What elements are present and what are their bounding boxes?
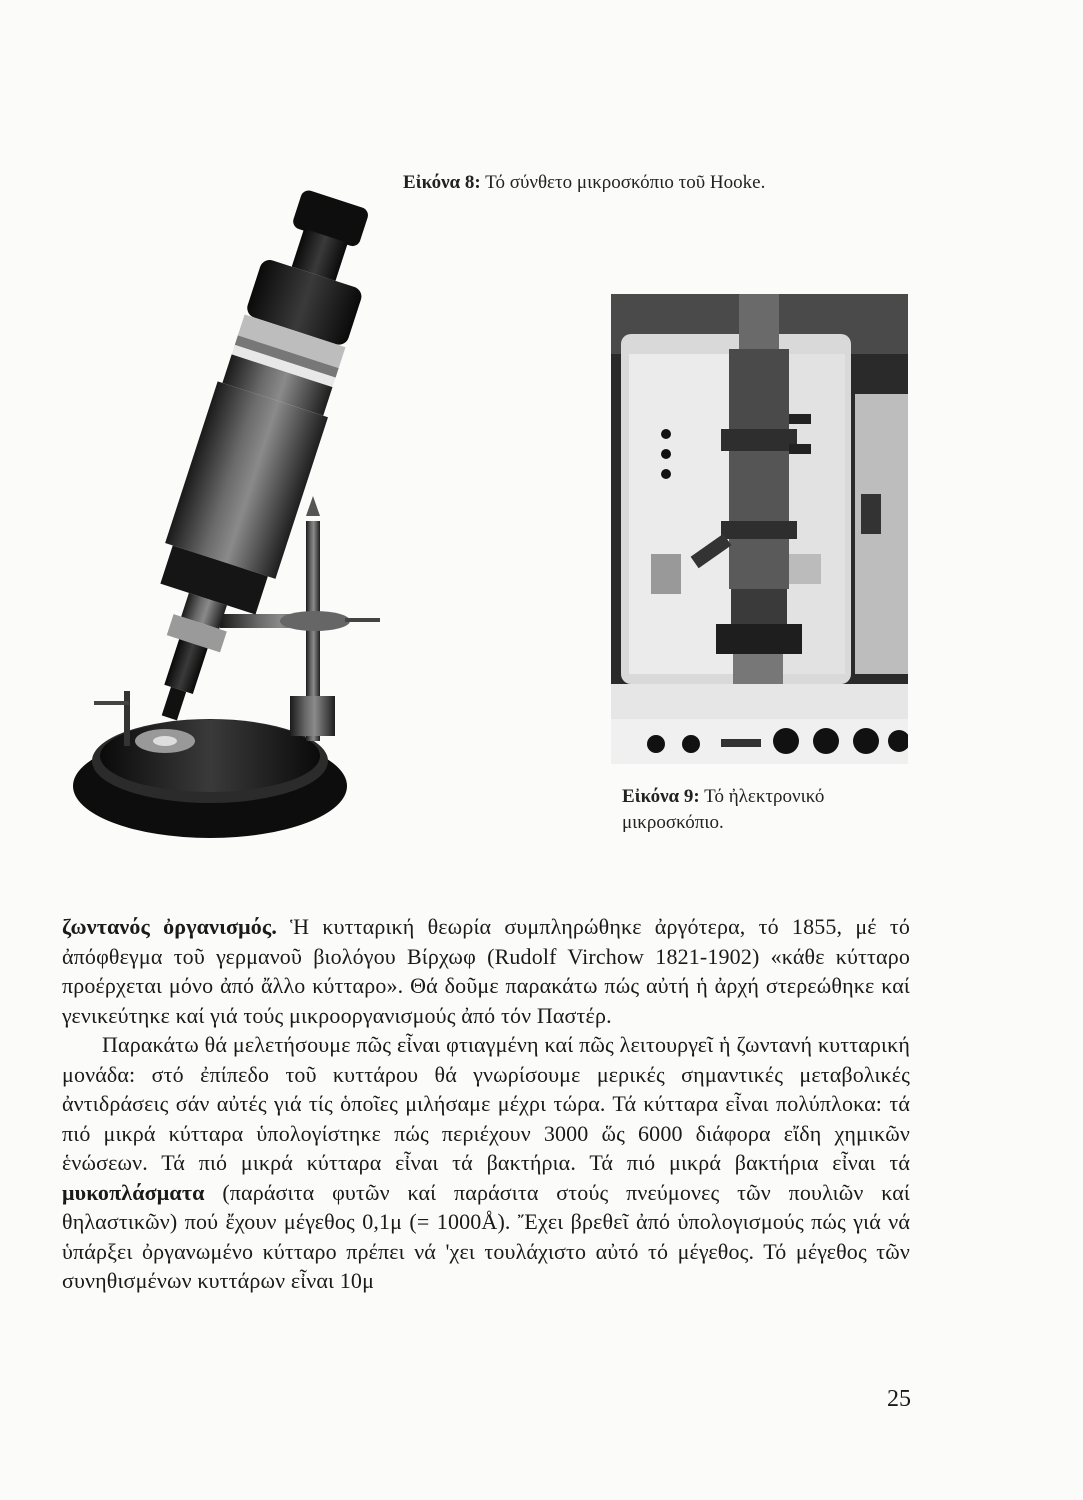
hooke-microscope-photo	[70, 176, 390, 846]
paragraph-1-text: Ἡ κυτταρική θεωρία συμπληρώθηκε ἀργότερα, τό 1855, μέ τό ἀπόφθεγμα τοῦ γερμανοῦ βιολόγου Βίρχωφ (Rudolf Virchow 1821-1902) «κάθε κύτταρο προέρχεται μόνο ἀπό ἄλλο κύτταρο». Θά δοῦμε παρακάτω πώς αὐτή ἡ ἀρχή στερεώθηκε καί γενικεύτηκε καί γιά τούς μικροοργανισμούς ἀπό τόν Παστέρ.	[62, 914, 910, 1028]
figure-9-label: Εἰκόνα 9:	[622, 786, 700, 807]
paragraph-2-text-a: Παρακάτω θά μελετήσουμε πῶς εἶναι φτιαγμένη καί πῶς λειτουργεῖ ἡ ζωντανή κυτταρική μονάδα: στό ἐπίπεδο τοῦ κυττάρου θά γνωρίσουμε μερικές σημαντικές μεταβολικές ἀντιδράσεις σάν αὐτές γιά τίς ὁποῖες μιλήσαμε μέχρι τώρα. Τά κύτταρα εἶναι πολύπλοκα: τά πιό μικρά κύτταρα ὑπολογίστηκε πώς περιέχουν 3000 ὥς 6000 διάφορα εἴδη χημικῶν ἑνώσεων. Τά πιό μικρά κύτταρα εἶναι τά βακτήρια. Τά πιό μικρά βακτήρια εἶναι τά	[62, 1032, 910, 1175]
body-text	[62, 912, 910, 1296]
figure-9-caption	[622, 784, 922, 836]
paragraph-2-text-b: (παράσιτα φυτῶν καί παράσιτα στούς πνεύμονες τῶν πουλιῶν καί θηλαστικῶν) πού ἔχουν μέγεθος 0,1μ (= 1000Å). Ἔχει βρεθεῖ ἀπό ὑπολογισμούς πώς γιά νά ὑπάρξει ὀργανωμένο κύτταρο πρέπει νά 'χει τουλάχιστο αὐτό τό μέγεθος. Τό μέγεθος τῶν συνηθισμένων κυττάρων εἶναι 10μ	[62, 1179, 910, 1293]
paragraph-2-bold: μυκοπλάσματα	[62, 1179, 205, 1205]
figure-8-caption	[403, 170, 963, 196]
figure-9-caption-text: Τό ἠλεκτρονικό μικροσκόπιο.	[622, 786, 825, 833]
paragraph-2	[62, 1030, 910, 1296]
electron-microscope-photo	[611, 294, 908, 764]
figure-8-caption-text: Τό σύνθετο μικροσκόπιο τοῦ Hooke.	[485, 172, 766, 193]
paragraph-1-bold: ζωντανός ὀργανισμός.	[62, 914, 278, 939]
figure-8-label: Εἰκόνα 8:	[403, 172, 481, 193]
paragraph-1	[62, 912, 910, 1030]
page-number: 25	[887, 1386, 911, 1412]
